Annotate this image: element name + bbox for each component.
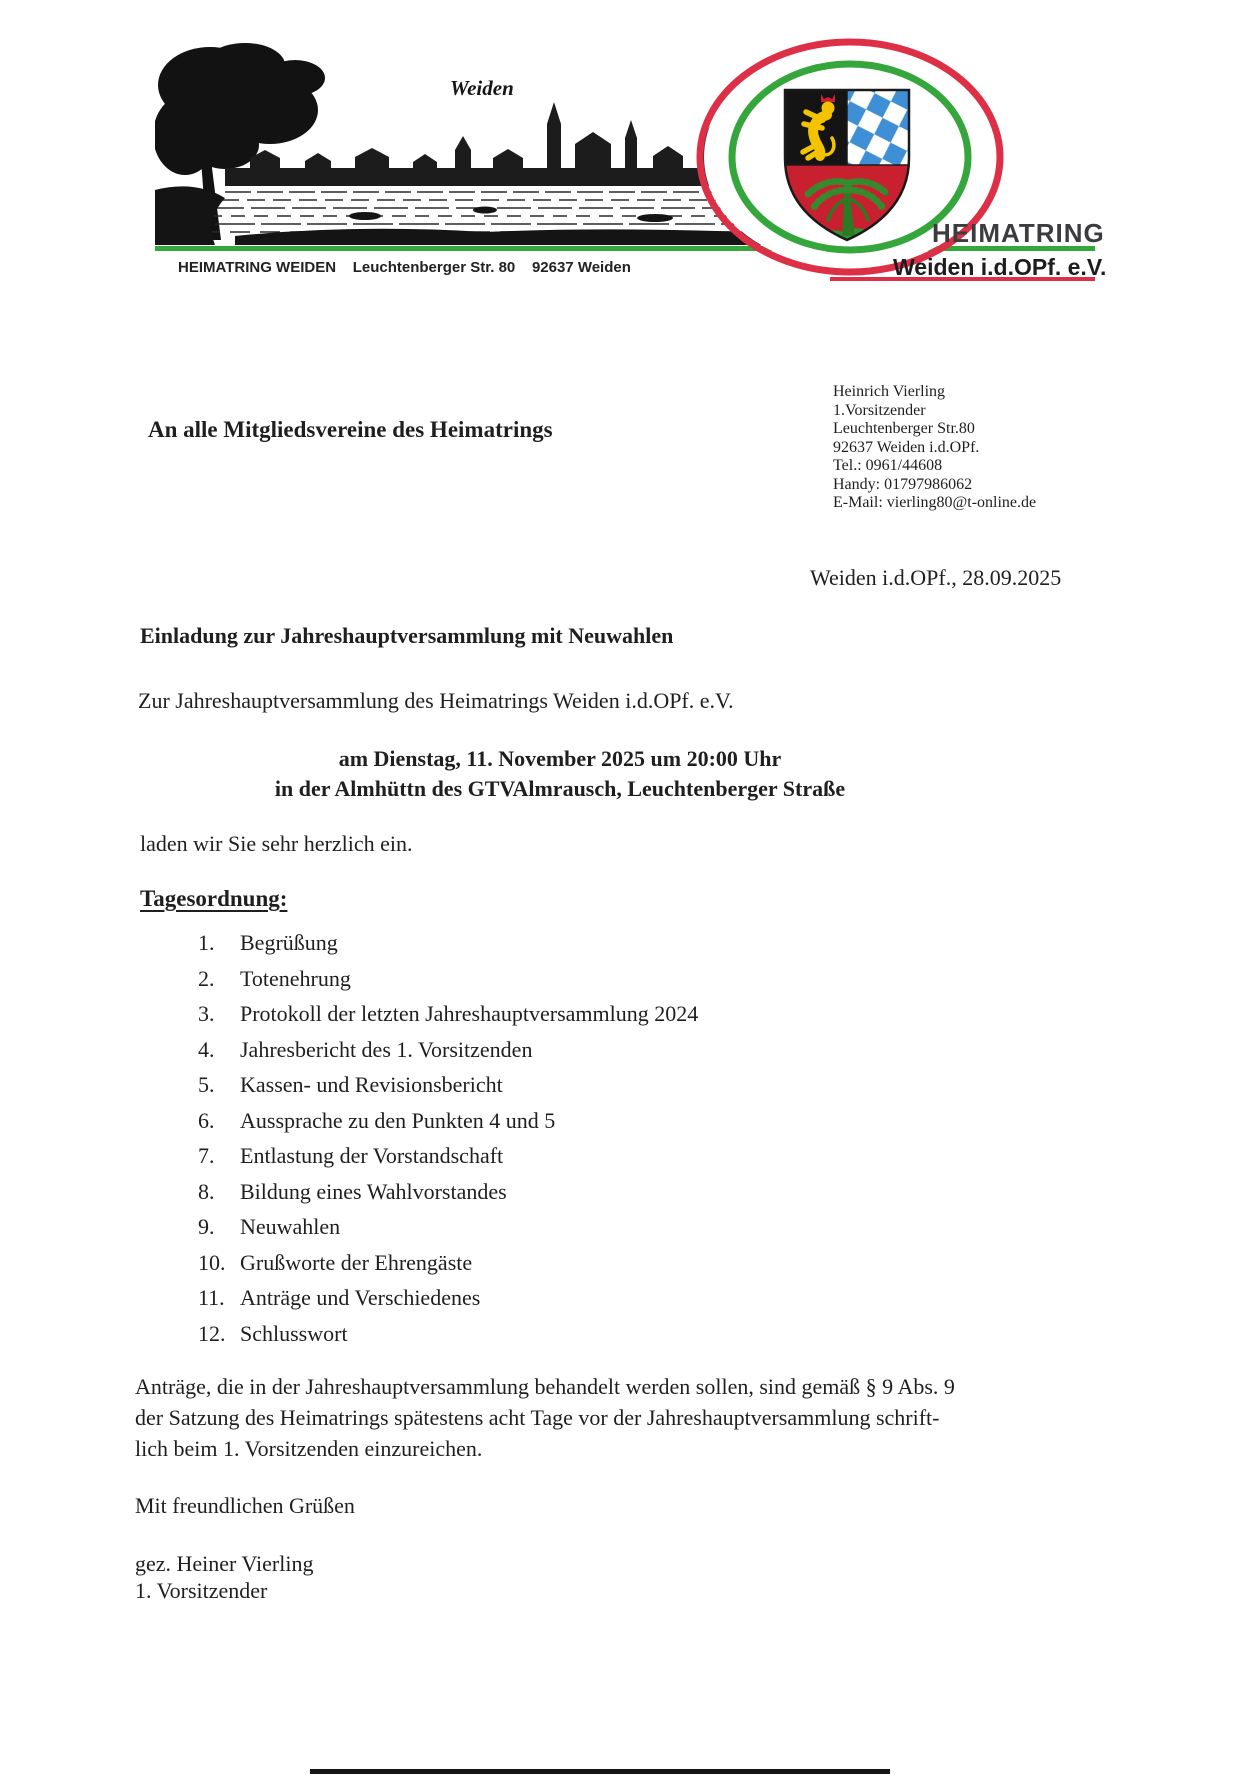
agenda-item: [198, 1321, 348, 1347]
agenda-item-text: Jahresbericht des 1. Vorsitzenden: [240, 1037, 533, 1062]
logo-subtitle: Weiden i.d.OPf. e.V.: [893, 254, 1107, 280]
event-date-line: am Dienstag, 11. November 2025 um 20:00 Uhr: [338, 746, 782, 771]
closing-paragraph-line: Anträge, die in der Jahreshauptversammlung behandelt werden sollen, sind gemäß § 9 Abs. 9: [135, 1374, 955, 1399]
agenda-item-number: 10.: [198, 1250, 226, 1275]
agenda-item-number: 2.: [198, 966, 215, 991]
agenda-item-text: Entlastung der Vorstandschaft: [240, 1143, 504, 1168]
agenda-item: [198, 1001, 698, 1027]
agenda-item-text: Schlusswort: [240, 1321, 348, 1346]
agenda-item-text: Bildung eines Wahlvorstandes: [240, 1179, 507, 1204]
date-line: Weiden i.d.OPf., 28.09.2025: [810, 565, 1062, 590]
signature-name: gez. Heiner Vierling: [135, 1551, 314, 1576]
agenda-item-number: 5.: [198, 1072, 215, 1097]
agenda-item-text: Neuwahlen: [240, 1214, 341, 1239]
agenda-item: [198, 966, 351, 992]
subject-line: Einladung zur Jahreshauptversammlung mit Neuwahlen: [140, 623, 674, 648]
agenda-item: [198, 1179, 507, 1205]
agenda-item-text: Grußworte der Ehrengäste: [240, 1250, 473, 1275]
agenda-item: [198, 1108, 555, 1134]
agenda-item-number: 4.: [198, 1037, 215, 1062]
agenda-item-number: 11.: [198, 1285, 225, 1310]
recipient-line: An alle Mitgliedsvereine des Heimatrings: [148, 417, 553, 442]
closing-paragraph-line: lich beim 1. Vorsitzenden einzureichen.: [135, 1436, 483, 1461]
agenda-item-number: 6.: [198, 1108, 215, 1133]
sender-phone: Tel.: 0961/44608: [833, 457, 943, 474]
signature-title: 1. Vorsitzender: [135, 1578, 268, 1603]
agenda-item: [198, 1214, 340, 1240]
agenda-item-text: Aussprache zu den Punkten 4 und 5: [240, 1108, 556, 1133]
agenda-item-text: Begrüßung: [240, 930, 338, 955]
greeting-line: Mit freundlichen Grüßen: [135, 1493, 355, 1518]
closing-paragraph-line: der Satzung des Heimatrings spätestens acht Tage vor der Jahreshauptversammlung schrift-: [135, 1405, 940, 1430]
event-block: [140, 744, 980, 804]
agenda-item-number: 9.: [198, 1214, 215, 1239]
agenda-item: [198, 1285, 480, 1311]
agenda-item: [198, 1037, 532, 1063]
agenda-heading: Tagesordnung:: [140, 886, 288, 911]
agenda-item-text: Kassen- und Revisionsbericht: [240, 1072, 503, 1097]
agenda-item-number: 3.: [198, 1001, 215, 1026]
sender-mobile: Handy: 01797986062: [833, 475, 973, 493]
sender-city: 92637 Weiden i.d.OPf.: [833, 438, 980, 456]
agenda-item: [198, 1072, 503, 1098]
agenda-item-number: 1.: [198, 930, 215, 955]
sender-street: Leuchtenberger Str.80: [833, 420, 975, 437]
agenda-item: [198, 1143, 503, 1169]
agenda-item-text: Totenehrung: [240, 966, 351, 991]
agenda-item-text: Protokoll der letzten Jahreshauptversammlung 2024: [240, 1001, 699, 1026]
agenda-item-number: 8.: [198, 1179, 215, 1204]
sender-block: [833, 383, 1036, 513]
logo-title: HEIMATRING: [932, 218, 1105, 248]
event-venue-line: in der Almhüttn des GTVAlmrausch, Leuchtenberger Straße: [274, 776, 846, 801]
masthead-address: HEIMATRING WEIDEN Leuchtenberger Str. 80 92637 Weiden: [178, 259, 631, 276]
sender-name: Heinrich Vierling: [833, 383, 946, 400]
engraving-label: Weiden: [450, 76, 514, 100]
scan-artifact-line: [310, 1769, 890, 1774]
agenda-item-number: 7.: [198, 1143, 215, 1168]
agenda-item-text: Anträge und Verschiedenes: [240, 1285, 481, 1310]
sender-role: 1.Vorsitzender: [833, 401, 926, 419]
agenda-item: [198, 1250, 472, 1276]
agenda-item-number: 12.: [198, 1321, 226, 1346]
invite-line: laden wir Sie sehr herzlich ein.: [140, 831, 413, 856]
sender-email: E-Mail: vierling80@t-online.de: [833, 494, 1037, 511]
intro-line: Zur Jahreshauptversammlung des Heimatrings Weiden i.d.OPf. e.V.: [138, 688, 734, 713]
agenda-item: [198, 930, 338, 956]
